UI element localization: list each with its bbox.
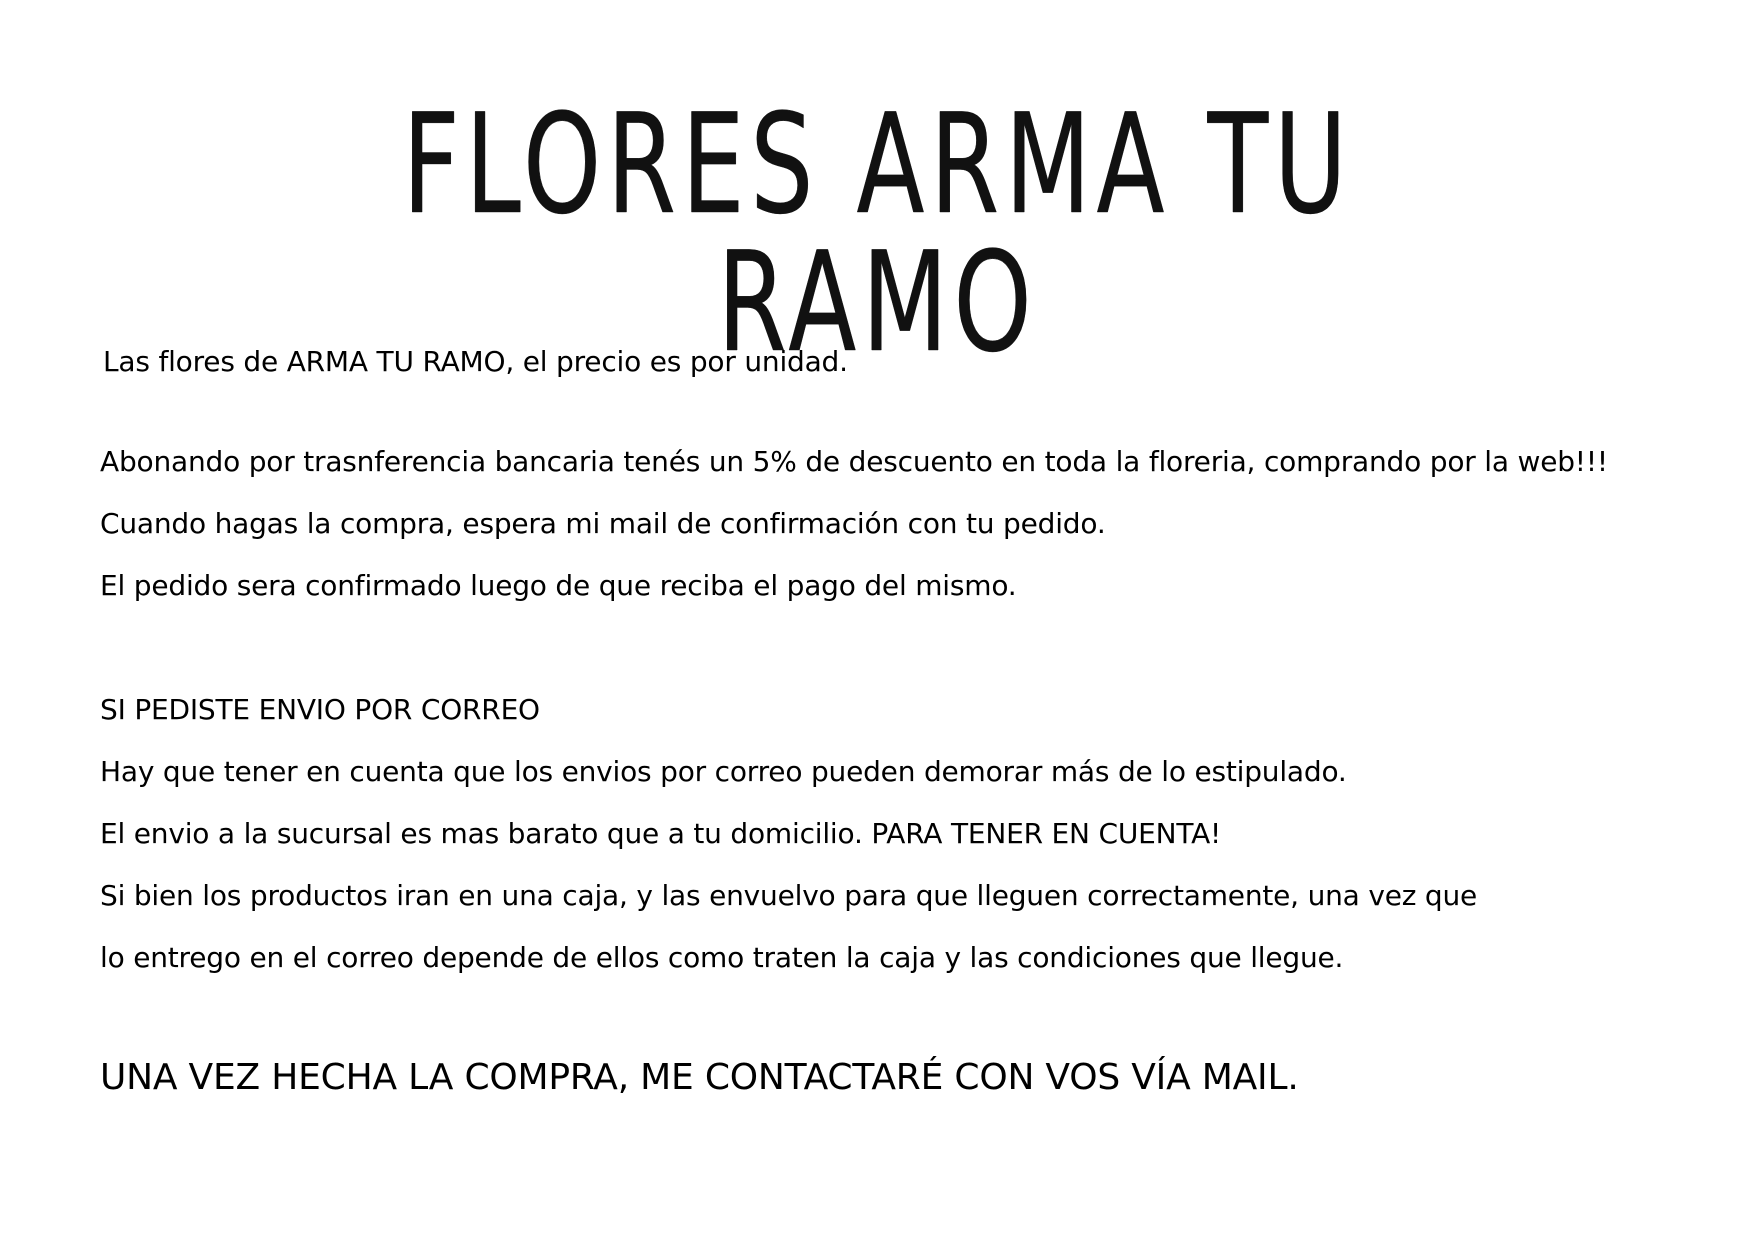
shipping-branch-text: El envio a la sucursal es mas barato que a tu domicilio. PARA TENER EN CUENTA! bbox=[100, 817, 1222, 850]
shipping-delay-text: Hay que tener en cuenta que los envios por correo pueden demorar más de lo estipulado. bbox=[100, 755, 1347, 788]
payment-order-text: El pedido sera confirmado luego de que reciba el pago del mismo. bbox=[100, 569, 1017, 602]
shipping-packaging-text: Si bien los productos iran en una caja, y las envuelvo para que lleguen correctamente, una vez que bbox=[100, 879, 1478, 912]
payment-discount-text: Abonando por trasnferencia bancaria tenés un 5% de descuento en toda la floreria, comprando por la web!!! bbox=[100, 445, 1608, 478]
intro-text: Las flores de ARMA TU RAMO, el precio es por unidad. bbox=[103, 345, 848, 378]
closing-notice: UNA VEZ HECHA LA COMPRA, ME CONTACTARÉ CON VOS VÍA MAIL. bbox=[100, 1057, 1299, 1098]
shipping-carrier-text: lo entrego en el correo depende de ellos como traten la caja y las condiciones que llegue. bbox=[100, 941, 1344, 974]
page-title: FLORES ARMA TU RAMO bbox=[402, 84, 1353, 383]
payment-confirmation-text: Cuando hagas la compra, espera mi mail de confirmación con tu pedido. bbox=[100, 507, 1106, 540]
shipping-heading: SI PEDISTE ENVIO POR CORREO bbox=[100, 693, 540, 726]
